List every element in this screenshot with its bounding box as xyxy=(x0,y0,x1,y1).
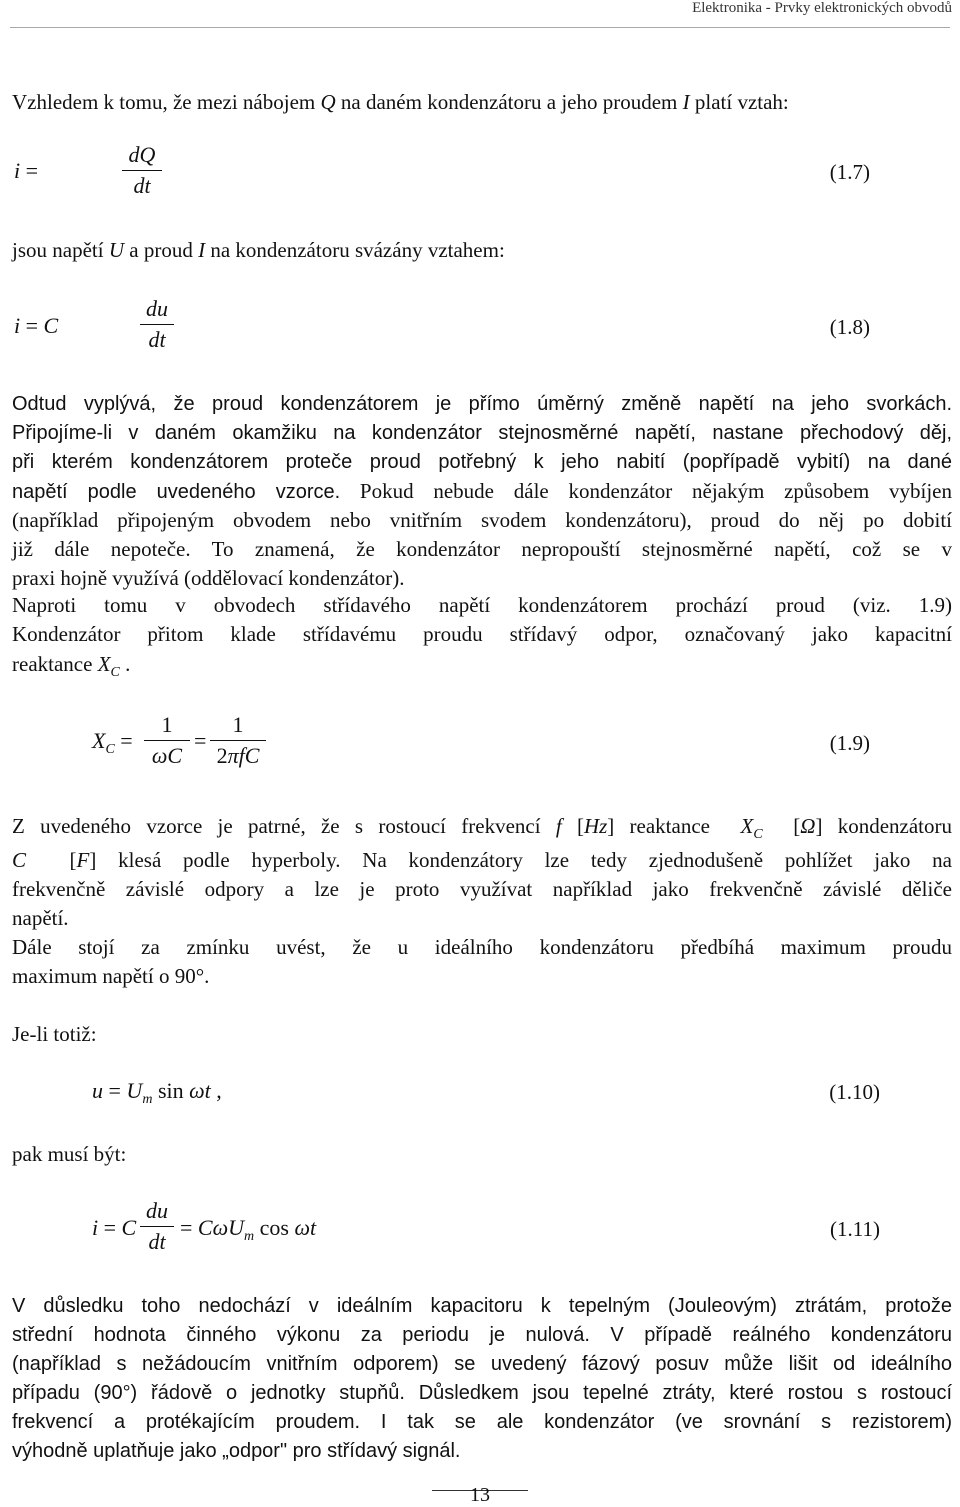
paragraph-line: napětí. xyxy=(12,906,69,930)
header-title: Elektronika - Prvky elektronických obvodů xyxy=(692,0,952,16)
paragraph-line: Odtud vyplývá, že proud kondenzátorem je přímo úměrný změně napětí na jeho svorkách. xyxy=(12,393,952,415)
paragraph-line: střední hodnota činného výkonu za periodu je nulová. V případě reálného kondenzátoru xyxy=(12,1324,952,1346)
equation-number: (1.7) xyxy=(829,160,870,184)
paragraph-line: napětí podle uvedeného vzorce. Pokud nebude dále kondenzátor nějakým způsobem vybíjen xyxy=(12,479,952,503)
paragraph-line: Je-li totiž: xyxy=(12,1022,97,1046)
paragraph-line: Připojíme-li v daném okamžiku na kondenzátor stejnosměrné napětí, nastane přechodový děj, xyxy=(12,422,952,444)
paragraph-line: případu (90°) řádově o jednotky stupňů. Důsledkem jsou tepelné ztráty, které rostou s rostoucí xyxy=(12,1382,952,1404)
paragraph-line: Naproti tomu v obvodech střídavého napětí kondenzátorem prochází proud (viz. 1.9) xyxy=(12,593,952,617)
paragraph-line: Z uvedeného vzorce je patrné, že s rostoucí frekvencí f [Hz] reaktance $X_C$ [Ω] kondenzátoru xyxy=(12,814,952,842)
paragraph-line: při kterém kondenzátorem proteče proud potřebný k jeho nabití (popřípadě vybití) na dané xyxy=(12,451,952,473)
paragraph-line: frekvencí a protékajícím proudem. I tak se ale kondenzátor (ve srovnání s rezistorem) xyxy=(12,1411,952,1433)
paragraph-line: C [F] klesá podle hyperboly. Na kondenzátory lze tedy zjednodušeně pohlížet jako na xyxy=(12,848,952,872)
page-header xyxy=(0,0,960,30)
paragraph-line: maximum napětí o 90°. xyxy=(12,964,210,988)
paragraph-line: reaktance $X_C$ . xyxy=(12,652,131,680)
paragraph-line: výhodně uplatňuje jako „odpor" pro střídavý signál. xyxy=(12,1440,461,1462)
equation-number: (1.8) xyxy=(829,315,870,339)
paragraph-line: Kondenzátor přitom klade střídavému proudu střídavý odpor, označovaný jako kapacitní xyxy=(12,622,952,646)
paragraph-line: frekvenčně závislé odpory a lze je proto využívat například jako frekvenčně závislé děliče xyxy=(12,877,952,901)
paragraph-line: již dále nepoteče. To znamená, že kondenzátor nepropouští stejnosměrné napětí, což se v xyxy=(12,537,952,561)
paragraph-line: (například s nežádoucím vnitřním odporem) se uvedený fázový posuv může lišit od ideálního xyxy=(12,1353,952,1375)
equation-number: (1.10) xyxy=(829,1080,880,1104)
paragraph-line: pak musí být: xyxy=(12,1142,127,1166)
page-number: 13 xyxy=(470,1484,490,1506)
equation-number: (1.9) xyxy=(829,731,870,755)
paragraph-relation: jsou napětí U a proud I na kondenzátoru svázány vztahem: xyxy=(12,238,505,262)
equation-number: (1.11) xyxy=(830,1217,880,1241)
paragraph-line: (například připojeným obvodem nebo vnitřním svodem kondenzátoru), proud do něj po dobití xyxy=(12,508,952,532)
paragraph-intro: Vzhledem k tomu, že mezi nábojem Q na daném kondenzátoru a jeho proudem I platí vztah: xyxy=(12,90,789,114)
paragraph-line: praxi hojně využívá (oddělovací kondenzátor). xyxy=(12,566,405,590)
paragraph-line: V důsledku toho nedochází v ideálním kapacitoru k tepelným (Jouleovým) ztrátám, protože xyxy=(12,1295,952,1317)
header-rule xyxy=(10,27,950,28)
paragraph-line: Dále stojí za zmínku uvést, že u ideálního kondenzátoru předbíhá maximum proudu xyxy=(12,935,952,959)
